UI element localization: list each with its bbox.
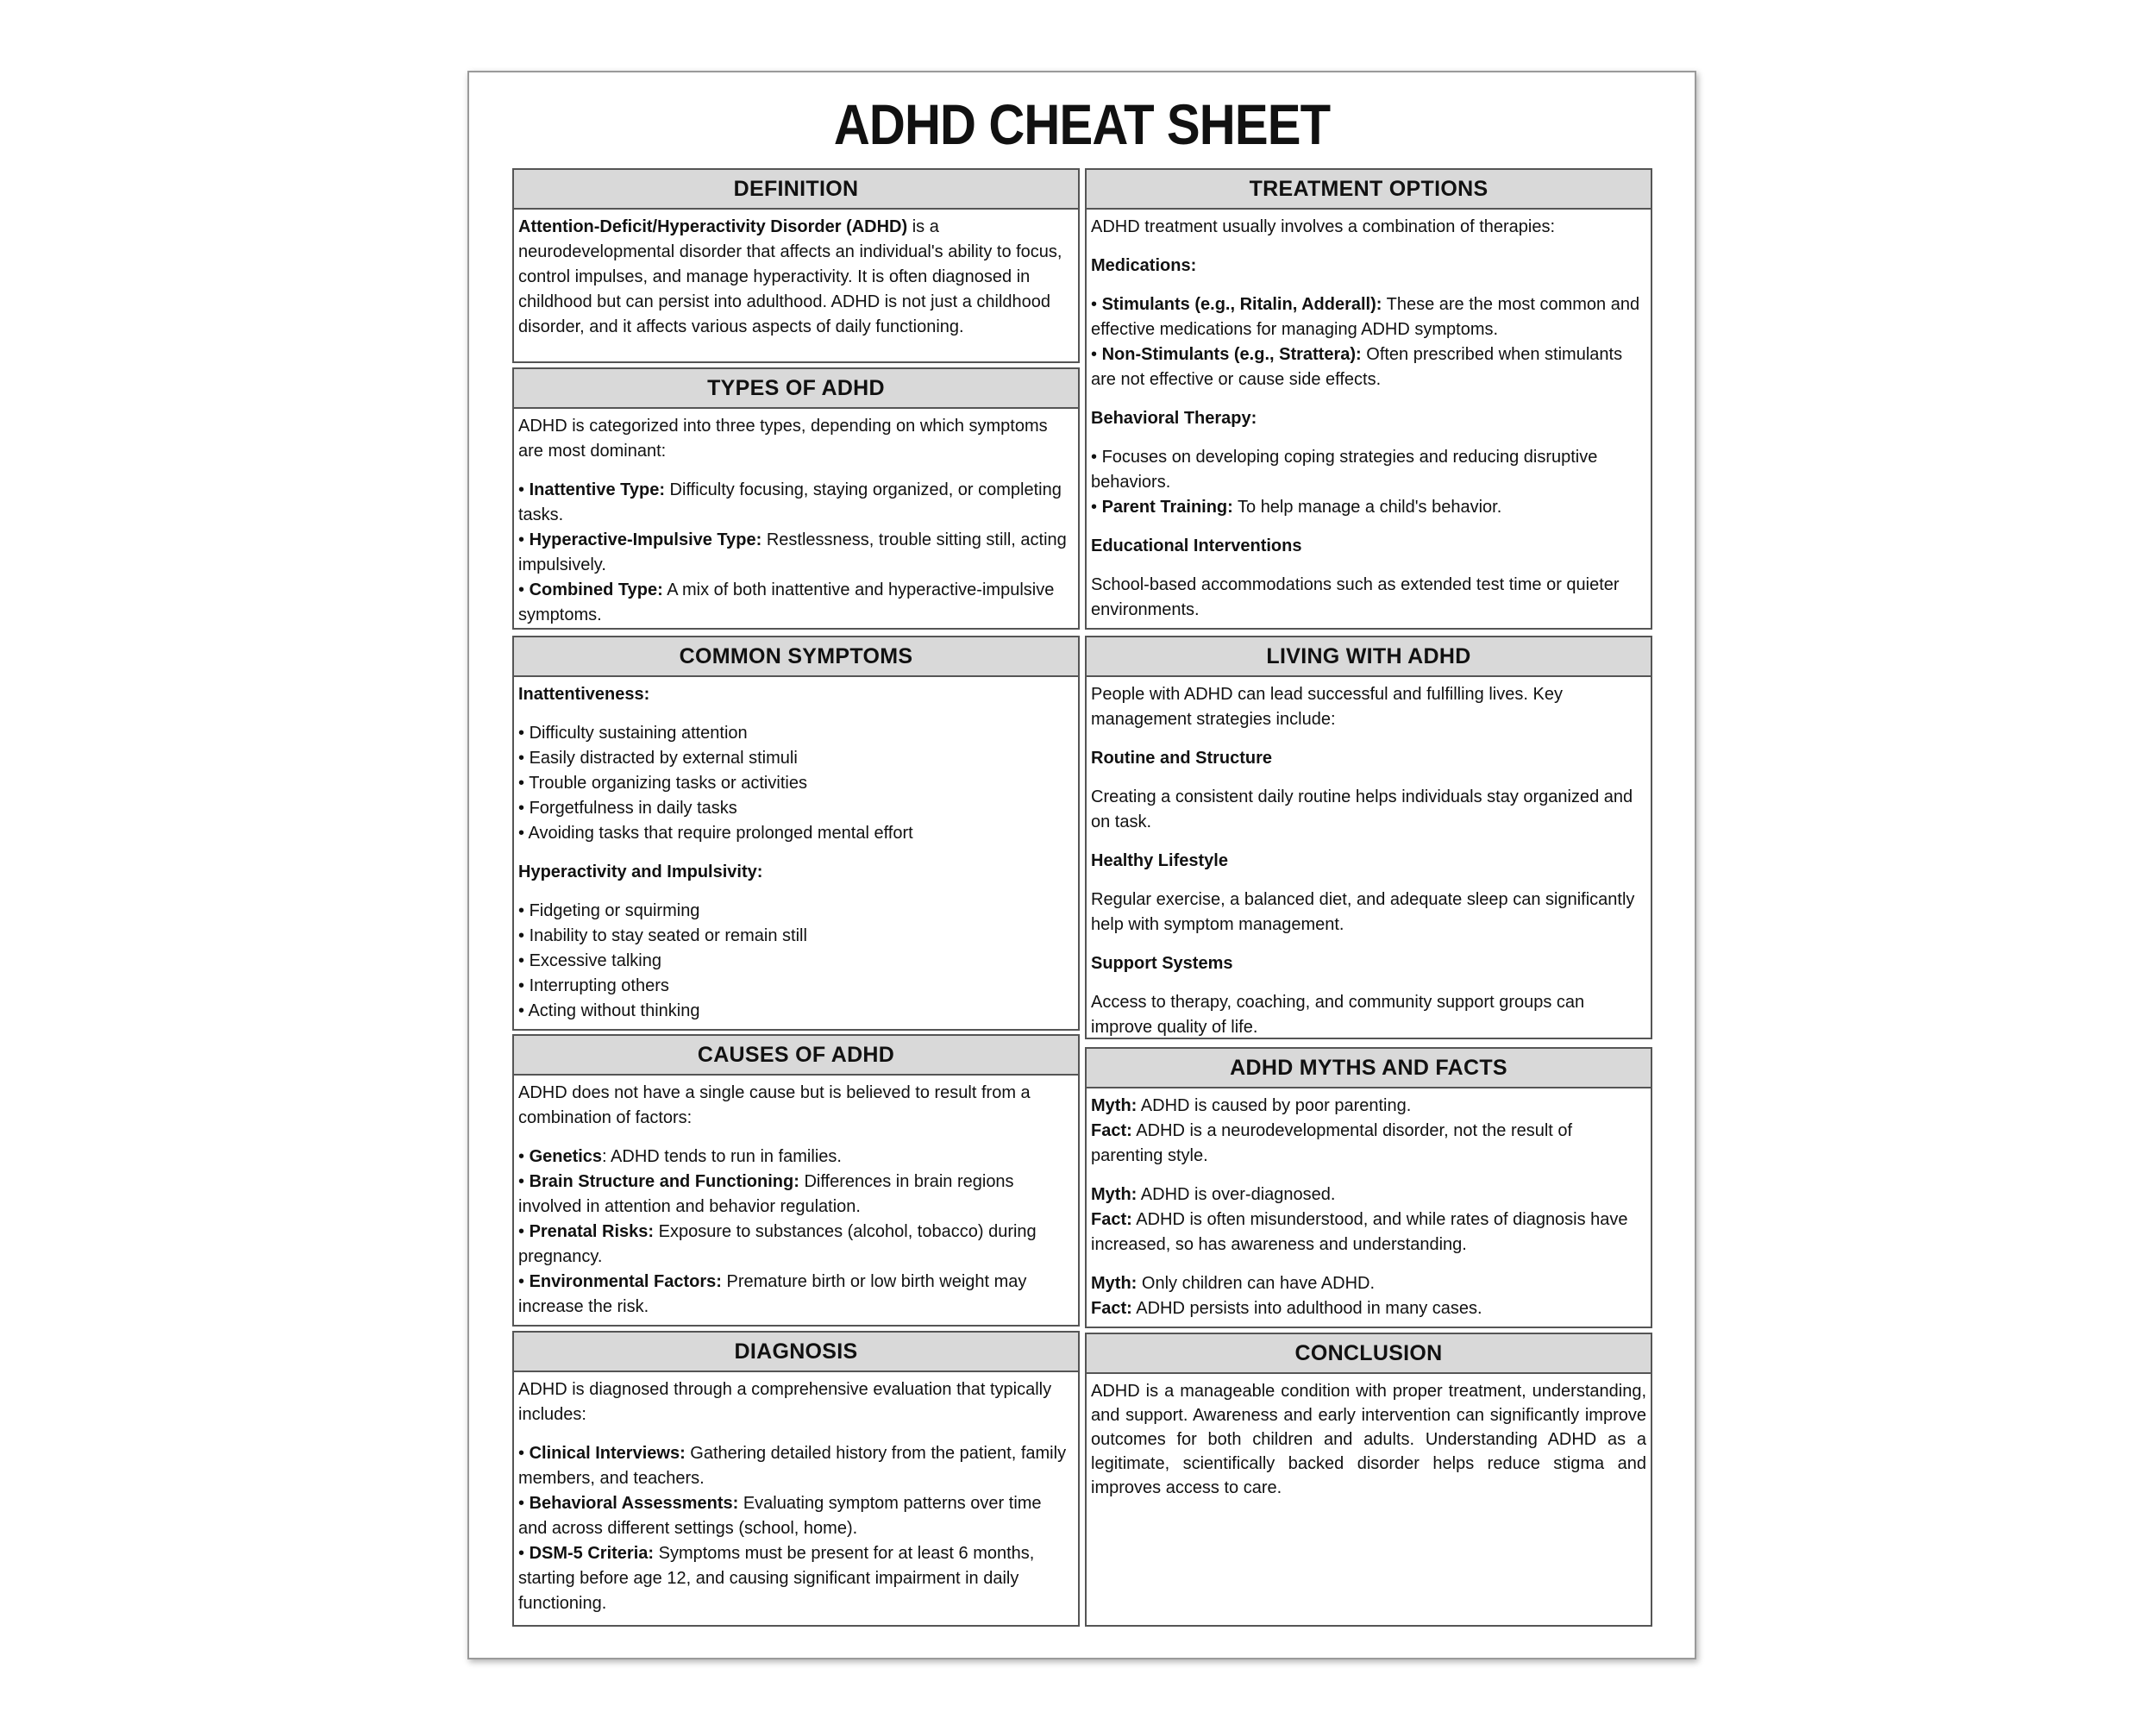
types-intro: ADHD is categorized into three types, depending on which symptoms are most dominant:: [518, 417, 1048, 461]
causes-body: [514, 1076, 1078, 1323]
healthy-text: Regular exercise, a balanced diet, and adequate sleep can significantly help with symptom management.: [1091, 890, 1635, 934]
list-item: • Fidgeting or squirming: [518, 901, 700, 920]
myth-line: Myth: Only children can have ADHD.: [1091, 1274, 1376, 1293]
cheat-sheet-page: [467, 71, 1696, 1659]
definition-text: Attention-Deficit/Hyperactivity Disorder (ADHD) is a neurodevelopmental disorder that affects an individual's ability to focus, control impulses, and manage hyperactivity. It is often diagnosed in childhood but can persist into adulthood. ADHD is not just a childhood disorder, and it affects various aspects of daily functioning.: [518, 217, 1062, 336]
list-item: • Inattentive Type: Difficulty focusing, staying organized, or completing tasks.: [518, 480, 1062, 524]
types-section: [512, 367, 1080, 630]
causes-heading: CAUSES OF ADHD: [514, 1036, 1078, 1076]
living-heading: LIVING WITH ADHD: [1087, 637, 1651, 677]
diagnosis-intro: ADHD is diagnosed through a comprehensive evaluation that typically includes:: [518, 1380, 1052, 1424]
healthy-subheading: Healthy Lifestyle: [1091, 851, 1228, 870]
list-item: • Combined Type: A mix of both inattentive and hyperactive-impulsive symptoms.: [518, 580, 1055, 624]
treatment-body: [1087, 210, 1651, 626]
living-section: [1085, 636, 1652, 1039]
myths-section: [1085, 1047, 1652, 1328]
definition-body: [514, 210, 1078, 343]
list-item: • Hyperactive-Impulsive Type: Restlessness, trouble sitting still, acting impulsively.: [518, 530, 1067, 574]
conclusion-body: [1087, 1374, 1651, 1503]
myth-line: Myth: ADHD is over-diagnosed.: [1091, 1185, 1336, 1204]
causes-intro: ADHD does not have a single cause but is believed to result from a combination of factors:: [518, 1083, 1031, 1127]
behavioral-list: [1091, 445, 1646, 520]
list-item: • Difficulty sustaining attention: [518, 724, 748, 743]
list-item: • Excessive talking: [518, 951, 661, 970]
list-item: • Stimulants (e.g., Ritalin, Adderall): These are the most common and effective medications for managing ADHD symptoms.: [1091, 295, 1640, 339]
list-item: • Parent Training: To help manage a child's behavior.: [1091, 498, 1502, 517]
list-item: • Avoiding tasks that require prolonged mental effort: [518, 824, 913, 843]
conclusion-section: [1085, 1333, 1652, 1627]
list-item: • Non-Stimulants (e.g., Strattera): Often prescribed when stimulants are not effective or cause side effects.: [1091, 345, 1623, 389]
fact-line: Fact: ADHD is often misunderstood, and while rates of diagnosis have increased, so has awareness and understanding.: [1091, 1210, 1628, 1254]
list-item: • Behavioral Assessments: Evaluating symptom patterns over time and across different settings (school, home).: [518, 1494, 1042, 1538]
list-item: • Forgetfulness in daily tasks: [518, 799, 737, 818]
list-item: • Easily distracted by external stimuli: [518, 749, 798, 768]
living-intro: People with ADHD can lead successful and fulfilling lives. Key management strategies include:: [1091, 685, 1563, 729]
routine-subheading: Routine and Structure: [1091, 749, 1273, 768]
educational-subheading: Educational Interventions: [1091, 536, 1302, 555]
diagnosis-section: [512, 1331, 1080, 1627]
definition-term: Attention-Deficit/Hyperactivity Disorder (ADHD): [518, 217, 908, 236]
list-item: • Genetics: ADHD tends to run in families.: [518, 1147, 842, 1166]
list-item: • Inability to stay seated or remain still: [518, 926, 807, 945]
types-body: [514, 409, 1078, 630]
definition-heading: DEFINITION: [514, 170, 1078, 210]
list-item: • Brain Structure and Functioning: Differences in brain regions involved in attention and behavior regulation.: [518, 1172, 1014, 1216]
list-item: • Interrupting others: [518, 976, 669, 995]
types-list: [518, 478, 1074, 628]
inattentiveness-subheading: Inattentiveness:: [518, 685, 650, 704]
symptoms-section: [512, 636, 1080, 1031]
conclusion-heading: CONCLUSION: [1087, 1334, 1651, 1374]
list-item: • DSM-5 Criteria: Symptoms must be present for at least 6 months, starting before age 12, and causing significant impairment in daily functioning.: [518, 1544, 1035, 1613]
symptoms-heading: COMMON SYMPTOMS: [514, 637, 1078, 677]
treatment-heading: TREATMENT OPTIONS: [1087, 170, 1651, 210]
symptoms-body: [514, 677, 1078, 1027]
list-item: • Acting without thinking: [518, 1001, 700, 1020]
definition-section: [512, 168, 1080, 363]
myth-fact-pair: [1091, 1094, 1646, 1169]
list-item: • Environmental Factors: Premature birth or low birth weight may increase the risk.: [518, 1272, 1027, 1316]
list-item: • Clinical Interviews: Gathering detailed history from the patient, family members, and teachers.: [518, 1444, 1067, 1488]
medications-subheading: Medications:: [1091, 256, 1197, 275]
living-body: [1087, 677, 1651, 1039]
list-item: • Focuses on developing coping strategies and reducing disruptive behaviors.: [1091, 448, 1598, 492]
inattentiveness-list: [518, 721, 1074, 846]
educational-text: School-based accommodations such as extended test time or quieter environments.: [1091, 575, 1620, 619]
myth-fact-pair: [1091, 1271, 1646, 1321]
myths-heading: ADHD MYTHS AND FACTS: [1087, 1049, 1651, 1088]
fact-line: Fact: ADHD is a neurodevelopmental disorder, not the result of parenting style.: [1091, 1121, 1573, 1165]
diagnosis-body: [514, 1372, 1078, 1620]
support-subheading: Support Systems: [1091, 954, 1233, 973]
diagnosis-heading: DIAGNOSIS: [514, 1333, 1078, 1372]
myth-line: Myth: ADHD is caused by poor parenting.: [1091, 1096, 1412, 1115]
treatment-section: [1085, 168, 1652, 630]
treatment-intro: ADHD treatment usually involves a combination of therapies:: [1091, 217, 1556, 236]
causes-list: [518, 1145, 1074, 1320]
list-item: • Trouble organizing tasks or activities: [518, 774, 807, 793]
medications-list: [1091, 292, 1646, 392]
myths-body: [1087, 1088, 1651, 1325]
types-heading: TYPES OF ADHD: [514, 369, 1078, 409]
myth-fact-pair: [1091, 1182, 1646, 1258]
support-text: Access to therapy, coaching, and community support groups can improve quality of life.: [1091, 993, 1585, 1037]
conclusion-text: ADHD is a manageable condition with proper treatment, understanding, and support. Awareness and early intervention can significantly improve outcomes for both children and adults. Understanding ADHD as a legitimate, scientifically backed disorder helps reduce stigma and improves access to care.: [1091, 1382, 1646, 1497]
routine-text: Creating a consistent daily routine helps individuals stay organized and on task.: [1091, 787, 1633, 831]
list-item: • Prenatal Risks: Exposure to substances (alcohol, tobacco) during pregnancy.: [518, 1222, 1037, 1266]
page-title: ADHD CHEAT SHEET: [833, 92, 1331, 156]
causes-section: [512, 1034, 1080, 1327]
diagnosis-list: [518, 1441, 1074, 1616]
fact-line: Fact: ADHD persists into adulthood in many cases.: [1091, 1299, 1482, 1318]
hyperactivity-list: [518, 899, 1074, 1024]
behavioral-subheading: Behavioral Therapy:: [1091, 409, 1257, 428]
hyperactivity-subheading: Hyperactivity and Impulsivity:: [518, 862, 763, 881]
